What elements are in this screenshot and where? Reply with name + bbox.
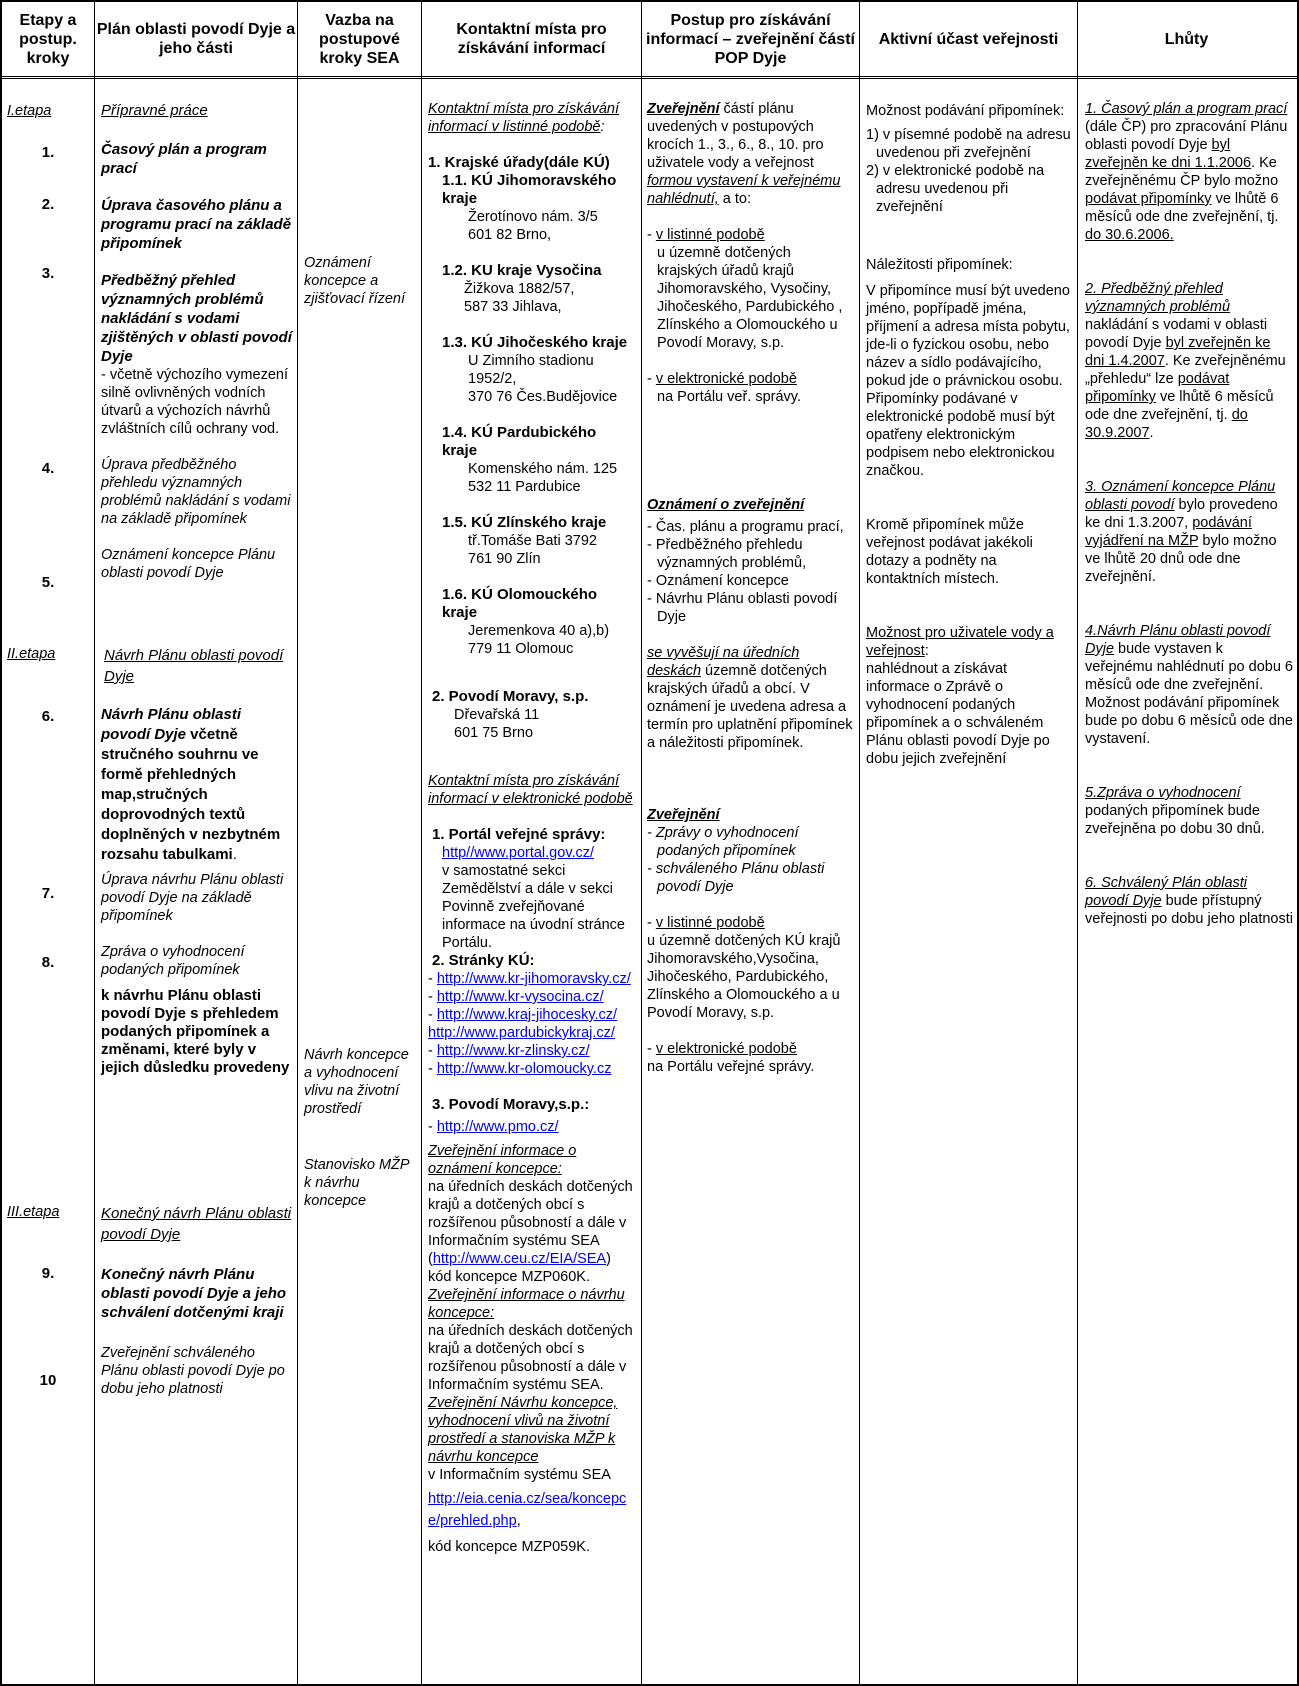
publication-text: částí plánu uvedených v postupových krocích 1., 3., 6., 8., 10. pro uživatele vody a veřejnost bbox=[647, 101, 824, 171]
stage-1-title: Přípravné práce bbox=[101, 102, 208, 119]
comments-option: Možnost podávání připomínek: bbox=[866, 103, 1065, 119]
portal-description: v samostatné sekci Zemědělství a dále v sekci Povinně zveřejňované informace na úvodní stránce Portálu. bbox=[442, 863, 625, 951]
colon: : bbox=[924, 643, 929, 659]
paper-form-label-2: v listinné podobě bbox=[655, 915, 765, 931]
cenia-link[interactable]: http://eia.cenia.cz/sea/koncepce/prehled.php bbox=[428, 1491, 627, 1529]
concept-proposal-heading: Zveřejnění informace o návrhu koncepce: bbox=[428, 1287, 625, 1321]
column-divider bbox=[641, 0, 642, 1686]
office-address: 779 11 Olomouc bbox=[468, 641, 574, 657]
text-fragment: 5.Zpráva o vyhodnocení bbox=[1085, 785, 1241, 801]
notice-heading: Oznámení o zveřejnění bbox=[647, 497, 805, 513]
stage-3-label: III.etapa bbox=[7, 1204, 60, 1220]
notice-item: - Čas. plánu a programu prací, bbox=[647, 519, 844, 535]
office-address: 532 11 Pardubice bbox=[468, 479, 581, 495]
text-fragment: podaných připomínek bude zveřejněna po dobu 30 dnů. bbox=[1085, 803, 1265, 837]
column-divider bbox=[859, 0, 860, 1686]
stage-2-label: II.etapa bbox=[7, 646, 56, 662]
portal-link[interactable]: http//www.portal.gov.cz/ bbox=[442, 845, 595, 861]
text-fragment: Předběžného přehledu významných problémů, bbox=[655, 537, 807, 571]
deadline-3 bbox=[1085, 478, 1293, 586]
deadline-6 bbox=[1085, 874, 1293, 928]
concept-publication-text: v Informačním systému SEA bbox=[428, 1467, 611, 1483]
procedure-column: Zveřejnění částí plánu uvedených v postupových krocích 1., 3., 6., 8., 10. pro uživatele vody a veřejnost formou vystavení k veřejnému nahlédnutí, a to: - v listinné podobě u územně dotčených krajských úřadů krajů Jihomoravského, Vysočiny, Jihočeského, Pardubického , Zlínského a Olomouckého u Povodí Moravy, s.p. - v elektronické podobě na Portálu veř. správy. Oznámení o zveřejnění - Čas. plánu a programu prací, - Předběžného přehledu významných problémů, - Oznámení koncepce - Návrhu Plánu oblasti povodí Dyje se vyvěšují na úředních deskách územně dotčených krajských úřadů a obcí. V oznámení je uvedena adresa a termín pro uplatnění připomínek a náležitosti připomínek. Zveřejnění - Zprávy o vyhodnocení podaných připomínek - schváleného Plánu oblasti povodí Dyje - v listinné podobě u územně dotčených KÚ krajů Jihomoravského,Vysočina, Jihočeského, Pardubického, Zlínského a Olomouckého a u Povodí Moravy, s.p. - v elektronické podobě na Portálu veřejné správy. bbox=[647, 100, 855, 1076]
boards-label: se vyvěšují na úředních deskách bbox=[647, 645, 800, 679]
final-publication-item: - Zprávy o vyhodnocení podaných připomínek bbox=[647, 825, 799, 859]
step-3-text: Předběžný přehled významných problémů nakládání s vodami zjištěných v oblasti povodí Dyje bbox=[101, 272, 292, 365]
office-address: 761 90 Zlín bbox=[468, 551, 541, 567]
ku-links-list: - http://www.kr-jihomoravsky.cz/ - http://www.kr-vysocina.cz/ - http://www.kraj-jihocesky.cz/ http://www.pardubickykraj.cz/ - http://www.kr-zlinsky.cz/ - http://www.kr-olomoucky.cz bbox=[428, 971, 631, 1077]
concept-notice-heading: Zveřejnění informace o oznámení koncepce: bbox=[428, 1143, 577, 1177]
header-deadlines: Lhůty bbox=[1164, 30, 1209, 48]
plan-column bbox=[101, 102, 293, 582]
deadline-5 bbox=[1085, 784, 1293, 838]
electronic-form-text: na Portálu veř. správy. bbox=[657, 389, 801, 405]
step-3-note: - včetně výchozího vymezení silně ovlivněných vodních útvarů a výchozích návrhů zvláštních cílů ochrany vod. bbox=[101, 367, 288, 437]
deadline-4 bbox=[1085, 622, 1293, 748]
office-address: 601 82 Brno, bbox=[468, 227, 552, 243]
publication-heading: Zveřejnění bbox=[647, 101, 720, 117]
requirements-heading: Náležitosti připomínek: bbox=[866, 257, 1013, 273]
contacts-column: Kontaktní místa pro získávání informací v listinné podobě: 1. Krajské úřady(dále KÚ) 1.1. KÚ Jihomoravského kraje Žerotínovo nám. 3/5 601 82 Brno, 1.2. KU kraje Vysočina Žižkova 1882/57, 587 33 Jihlava, 1.3. KÚ Jihočeského kraje U Zimního stadionu 1952/2, 370 76 Čes.Budějovice 1.4. KÚ Pardubického kraje Komenského nám. 125 532 11 Pardubice 1.5. KÚ Zlínského kraje tř.Tomáše Bati 3792 761 90 Zlín 1.6. KÚ Olomouckého kraje Jeremenkova 40 a),b) 779 11 Olomouc 2. Povodí Moravy, s.p. Dřevařská 11 601 75 Brno Kontaktní místa pro získávání informací v elektronické podobě 1. Portál veřejné správy: http//www.portal.gov.cz/ v samostatné sekci Zemědělství a dále v sekci Povinně zveřejňované informace na úvodní stránce Portálu. 2. Stránky KÚ: - http://www.kr-jihomoravsky.cz/ - http://www.kr-vysocina.cz/ - http://www.kraj-jihocesky.cz/ http://www.pardubickykraj.cz/ - http://www.kr-zlinsky.cz/ - http://www.kr-olomoucky.cz 3. Povodí Moravy,s.p.: - http://www.pmo.cz/ Zveřejnění informace o oznámení koncepce: na úředních deskách dotčených krajů a dotčených obcí s rozšířenou působností a dále v Informačním systému SEA (http://www.ceu.cz/EIA/SEA) kód koncepce MZP060K. Zveřejnění informace o návrhu koncepce: na úředních deskách dotčených krajů a dotčených obcí s rozšířenou působností a dále v Informačním systému SEA. Zveřejnění Návrhu koncepce, vyhodnocení vlivů na životní prostředí a stanoviska MŽP k návrhu koncepce v Informačním systému SEA http://eia.cenia.cz/sea/koncepce/prehled.php, kód koncepce MZP059K. bbox=[428, 100, 638, 1556]
text-fragment: byl zveřejněn ke dni 1.1.2006 bbox=[1085, 137, 1252, 171]
text-fragment: . Ke zveřejněnému „přehledu“ lze bbox=[1085, 353, 1286, 387]
header-procedure: Postup pro získávání informací – zveřejnění částí POP Dyje bbox=[646, 11, 855, 67]
step-number: 4. bbox=[41, 460, 55, 477]
ku-link[interactable]: http://www.kr-olomoucky.cz bbox=[436, 1061, 612, 1077]
plan-column-stage-3 bbox=[101, 1203, 293, 1398]
office-address: U Zimního stadionu 1952/2, bbox=[468, 353, 594, 387]
paper-form-text: u územně dotčených krajských úřadů krajů Jihomoravského, Vysočiny, Jihočeského, Pardubického , Zlínského a Olomouckého u Povodí Moravy, s.p. bbox=[657, 245, 843, 351]
step-9-text: Konečný návrh Plánu oblasti povodí Dyje a jeho schválení dotčenými kraji bbox=[101, 1266, 287, 1321]
publication-tail: a to: bbox=[718, 191, 752, 207]
text-fragment: byl zveřejněn ke dni 1.4.2007 bbox=[1085, 335, 1271, 369]
final-publication-heading: Zveřejnění bbox=[647, 807, 720, 823]
final-publication-item: - schváleného Plánu oblasti povodí Dyje bbox=[647, 861, 825, 895]
text-fragment: do 30.9.2007 bbox=[1085, 407, 1248, 441]
step-number: 10 bbox=[39, 1372, 57, 1389]
povodi-name: 2. Povodí Moravy, s.p. bbox=[432, 688, 589, 705]
paper-form-label: v listinné podobě bbox=[655, 227, 765, 243]
step-number: 3. bbox=[41, 265, 55, 282]
text-fragment: bude přístupný veřejnosti po dobu jeho platnosti bbox=[1085, 893, 1293, 927]
povodi-address: 601 75 Brno bbox=[454, 725, 534, 741]
stage-2-title: Návrh Plánu oblasti povodí Dyje bbox=[104, 647, 284, 685]
office-name: 1.5. KÚ Zlínského kraje bbox=[442, 514, 607, 531]
step-number: 5. bbox=[41, 574, 55, 591]
concept-code-1: kód koncepce MZP060K. bbox=[428, 1269, 591, 1285]
users-option-heading: Možnost pro uživatele vody a veřejnost bbox=[866, 625, 1054, 659]
participation-column bbox=[866, 100, 1074, 768]
ku-pages-heading: 2. Stránky KÚ: bbox=[432, 952, 535, 969]
office-address: 370 76 Čes.Budějovice bbox=[468, 389, 618, 405]
deadlines-column bbox=[1085, 100, 1293, 928]
text-fragment: nakládání s vodami v oblasti povodí Dyje bbox=[1085, 317, 1268, 351]
deadline-1 bbox=[1085, 100, 1293, 244]
header-participation: Aktivní účast veřejnosti bbox=[878, 30, 1059, 48]
header-sea: Vazba na postupové kroky SEA bbox=[319, 11, 400, 67]
comments-item: 2) v elektronické podobě na adresu uvedenou při zveřejnění bbox=[866, 163, 1045, 215]
column-divider bbox=[1077, 0, 1078, 1686]
questions-text: Kromě připomínek může veřejnost podávat jakékoli dotazy a podněty na kontaktních místech. bbox=[866, 517, 1033, 587]
text-fragment: podávat připomínky bbox=[1085, 371, 1230, 405]
step-10-text: Zveřejnění schváleného Plánu oblasti povodí Dyje po dobu jeho platnosti bbox=[101, 1345, 285, 1397]
concept-publication-heading: Zveřejnění Návrhu koncepce, vyhodnocení vlivů na životní prostředí a stanoviska MŽP k návrhu koncepce bbox=[428, 1395, 618, 1465]
step-number: 6. bbox=[41, 708, 55, 725]
office-address: Žižkova 1882/57, bbox=[464, 281, 575, 297]
portal-heading: 1. Portál veřejné správy: bbox=[432, 826, 606, 843]
text-fragment: bylo provedeno ke dni 1.3.2007, bbox=[1085, 497, 1278, 531]
electronic-form-label: v elektronické podobě bbox=[655, 371, 797, 387]
text-fragment: . Ke zveřejněnému ČP bylo možno bbox=[1085, 155, 1279, 189]
text-fragment: podávat připomínky bbox=[1085, 191, 1212, 207]
users-option-text: nahlédnout a získávat informace o Zprávě o vyhodnocení podaných připomínek a o schváleném Plánu oblasti povodí Dyje po dobu jejich zveřejnění bbox=[866, 661, 1050, 767]
column-divider bbox=[94, 0, 95, 1686]
colon: : bbox=[600, 119, 605, 135]
text-fragment: Oznámení koncepce bbox=[655, 573, 789, 589]
office-address: tř.Tomáše Bati 3792 bbox=[468, 533, 597, 549]
comments-item: 1) v písemné podobě na adresu uvedenou při zveřejnění bbox=[866, 127, 1071, 161]
office-address: Žerotínovo nám. 3/5 bbox=[468, 209, 598, 225]
notice-item: - Předběžného přehledu významných problémů, bbox=[647, 537, 807, 571]
text-fragment: do 30.6.2006. bbox=[1085, 227, 1174, 243]
plan-column-stage-2 bbox=[101, 645, 293, 1077]
concept-code-2: kód koncepce MZP059K. bbox=[428, 1539, 591, 1555]
text-fragment: bude vystaven k veřejnému nahlédnutí po dobu 6 měsíců ode dne zveřejnění. Možnost podávání připomínek bude po dobu 6 měsíců ode dne vystavení. bbox=[1085, 641, 1293, 747]
text-fragment: podávání vyjádření na MŽP bbox=[1085, 515, 1252, 549]
step-6-text: včetně stručného souhrnu ve formě přehledných map,stručných doprovodných textů doplněných v nezbytném rozsahu tabulkami bbox=[101, 726, 281, 863]
step-number: 8. bbox=[41, 954, 55, 971]
step-4-text: Úprava předběžného přehledu významných problémů nakládání s vodami na základě připomínek bbox=[101, 457, 291, 527]
step-number: 2. bbox=[41, 196, 55, 213]
text-fragment: Návrhu Plánu oblasti povodí Dyje bbox=[655, 591, 838, 625]
step-7-text: Úprava návrhu Plánu oblasti povodí Dyje na základě připomínek bbox=[101, 872, 284, 924]
publication-form: formou vystavení k veřejnému nahlédnutí, bbox=[647, 173, 841, 207]
text-fragment: ve lhůtě 6 měsíců ode dne zveřejnění, tj. bbox=[1085, 389, 1274, 423]
boards-text: územně dotčených krajských úřadů a obcí. V oznámení je uvedena adresa a termín pro uplatnění připomínek a náležitosti připomínek. bbox=[647, 663, 853, 751]
step-5-text: Oznámení koncepce Plánu oblasti povodí Dyje bbox=[101, 547, 276, 581]
pmo-heading: 3. Povodí Moravy,s.p.: bbox=[432, 1096, 590, 1113]
text-fragment: schváleného Plánu oblasti povodí Dyje bbox=[655, 861, 825, 895]
text-fragment: 2. Předběžný přehled významných problémů bbox=[1085, 281, 1231, 315]
office-name: 1.6. KÚ Olomouckého kraje bbox=[442, 586, 598, 621]
step-number: 7. bbox=[41, 885, 55, 902]
electronic-form-text-2: na Portálu veřejné správy. bbox=[647, 1059, 815, 1075]
ceu-link[interactable]: http://www.ceu.cz/EIA/SEA bbox=[432, 1251, 607, 1267]
ku-link[interactable]: http://www.kr-jihomoravsky.cz/ bbox=[436, 971, 631, 987]
header-divider bbox=[0, 78, 1299, 79]
text-fragment: ve lhůtě 6 měsíců ode dne zveřejnění, tj. bbox=[1085, 191, 1279, 225]
header-contacts: Kontaktní místa pro získávání informací bbox=[456, 21, 607, 57]
text-fragment: 6. Schválený Plán oblasti povodí Dyje bbox=[1085, 875, 1248, 909]
step-6-title: Návrh Plánu oblasti povodí Dyje bbox=[101, 706, 242, 743]
step-number: 9. bbox=[41, 1265, 55, 1282]
paper-contacts-heading: Kontaktní místa pro získávání informací v listinné podobě bbox=[428, 101, 620, 135]
text-fragment: 1. Časový plán a program prací bbox=[1085, 101, 1288, 117]
paper-form-text-2: u územně dotčených KÚ krajů Jihomoravského,Vysočina, Jihočeského, Pardubického, Zlínského a Olomouckého a u Povodí Moravy, s.p. bbox=[647, 933, 841, 1021]
ku-link[interactable]: http://www.kraj-jihocesky.cz/ bbox=[436, 1007, 618, 1023]
regional-offices-heading: 1. Krajské úřady(dále KÚ) bbox=[428, 154, 610, 171]
text-fragment: . bbox=[1149, 425, 1154, 441]
pmo-link[interactable]: http://www.pmo.cz/ bbox=[436, 1119, 559, 1135]
step-2-text: Úprava časového plánu a programu prací na základě připomínek bbox=[101, 197, 292, 252]
text-fragment: Čas. plánu a programu prací, bbox=[655, 519, 844, 535]
column-divider bbox=[297, 0, 298, 1686]
text-fragment: bylo možno ve lhůtě 20 dnů ode dne zveřejnění. bbox=[1085, 533, 1277, 585]
step-6-tail: . bbox=[232, 846, 237, 863]
sea-step-2: Návrh koncepce a vyhodnocení vlivu na životní prostředí bbox=[304, 1047, 409, 1117]
text-fragment: 4.Návrh Plánu oblasti povodí Dyje bbox=[1085, 623, 1271, 657]
ku-link[interactable]: http://www.pardubickykraj.cz/ bbox=[428, 1025, 615, 1041]
ku-link[interactable]: http://www.kr-vysocina.cz/ bbox=[436, 989, 604, 1005]
text-fragment: Zprávy o vyhodnocení podaných připomínek bbox=[655, 825, 799, 859]
step-8-note: k návrhu Plánu oblasti povodí Dyje s přehledem podaných připomínek a změnami, které byly v jejich důsledku provedeny bbox=[101, 987, 290, 1076]
notice-item: - Oznámení koncepce bbox=[647, 573, 789, 589]
step-8-text: Zpráva o vyhodnocení podaných připomínek bbox=[101, 944, 245, 978]
office-name: 1.4. KÚ Pardubického kraje bbox=[442, 424, 597, 459]
deadline-2 bbox=[1085, 280, 1293, 442]
stage-1-label: I.etapa bbox=[7, 103, 52, 119]
header-stages: Etapy a postup. kroky bbox=[19, 11, 77, 67]
requirements-text: V připomínce musí být uvedeno jméno, popřípadě jména, příjmení a adresa místa pobytu, jde-li o fyzickou osobu, nebo název a sídlo podávajícího, pokud jde o právnickou osobu. Připomínky podávané v elektronické podobě musí být opatřeny elektronickým podpisem nebo elektronickou značkou. bbox=[866, 283, 1070, 479]
electronic-form-label-2: v elektronické podobě bbox=[655, 1041, 797, 1057]
office-address: Komenského nám. 125 bbox=[468, 461, 618, 477]
header-divider bbox=[0, 76, 1299, 77]
office-name: 1.2. KU kraje Vysočina bbox=[442, 262, 602, 279]
concept-proposal-text: na úředních deskách dotčených krajů a dotčených obcí s rozšířenou působností a dále v Informačním systému SEA. bbox=[428, 1323, 633, 1393]
sea-step-3: Stanovisko MŽP k návrhu koncepce bbox=[304, 1157, 410, 1209]
stage-3-title: Konečný návrh Plánu oblasti povodí Dyje bbox=[101, 1205, 292, 1243]
office-name: 1.1. KÚ Jihomoravského kraje bbox=[442, 172, 617, 207]
electronic-contacts-heading: Kontaktní místa pro získávání informací v elektronické podobě bbox=[428, 773, 633, 807]
sea-step-1: Oznámení koncepce a zjišťovací řízení bbox=[304, 255, 406, 307]
text-fragment: 3. Oznámení koncepce Plánu oblasti povodí bbox=[1085, 479, 1276, 513]
column-divider bbox=[421, 0, 422, 1686]
notice-item: - Návrhu Plánu oblasti povodí Dyje bbox=[647, 591, 838, 625]
step-1-text: Časový plán a program prací bbox=[101, 141, 267, 177]
office-address: 587 33 Jihlava, bbox=[464, 299, 562, 315]
header-plan: Plán oblasti povodí Dyje a jeho části bbox=[96, 21, 296, 57]
text-fragment: (dále ČP) pro zpracování Plánu oblasti povodí Dyje bbox=[1085, 119, 1288, 153]
ku-link[interactable]: http://www.kr-zlinsky.cz/ bbox=[436, 1043, 590, 1059]
concept-notice-text: na úředních deskách dotčených krajů a dotčených obcí s rozšířenou působností a dále v Informačním systému SEA bbox=[428, 1179, 633, 1249]
step-number: 1. bbox=[41, 144, 55, 161]
povodi-address: Dřevařská 11 bbox=[454, 707, 540, 723]
office-address: Jeremenkova 40 a),b) bbox=[468, 623, 610, 639]
office-name: 1.3. KÚ Jihočeského kraje bbox=[442, 334, 628, 351]
